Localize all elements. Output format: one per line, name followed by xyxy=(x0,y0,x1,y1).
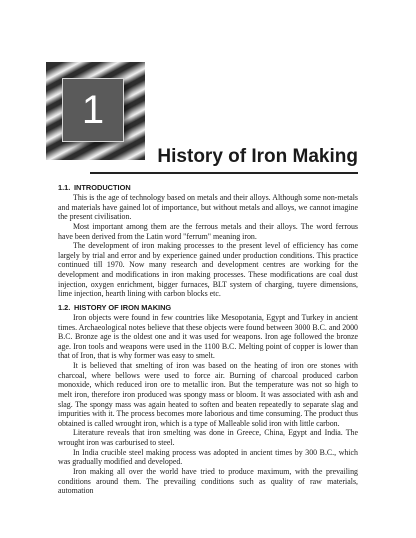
paragraph: It is believed that smelting of iron was based on the heating of iron ore stones with charcoal, where bellows were used to force air. Burning of charcoal produced carbon monoxide, which reduced iron ore to metallic iron. But the temperature was not so high to melt iron, therefore iron produced was spongy mass or bloom. It was associated with ash and slag. The spongy mass was again heated to soften and beaten repeatedly to separate slag and impurities with it. The process becomes more laborious and time consuming. The product thus obtained is called wrought iron, which is a type of Malleable solid iron with little carbon. xyxy=(58,361,358,428)
section-number: 1.2. xyxy=(58,302,71,312)
paragraph: Iron objects were found in few countries like Mesopotania, Egypt and Turkey in ancient times. Archaeological notes believe that these objects were found between 3000 B.C. and 2000 B.C. Bronze age is the oldest one and it was used for weapons. Iron age followed the bronze age. Iron tools and weapons were used in the 1100 B.C. Melting point of copper is lower than that of Iron, that is why former was easy to smelt. xyxy=(58,312,358,361)
chapter-number-box xyxy=(62,78,124,142)
section-title: INTRODUCTION xyxy=(74,183,131,192)
chapter-title: History of Iron Making xyxy=(157,146,358,167)
paragraph: In India crucible steel making process was adopted in ancient times by 300 B.C., which was gradually modified and developed. xyxy=(58,447,358,467)
paragraph: Most important among them are the ferrous metals and their alloys. The word ferrous have been derived from the Latin word "ferrum" meaning iron. xyxy=(58,221,358,241)
section-heading xyxy=(58,183,358,193)
paragraph: The development of iron making processes to the present level of efficiency has come largely by trial and error and by experience gained under production conditions. This practice continued till 1970. Now many research and development centres are working for the development and modifications in iron making processes. These modifications are coal dust injection, oxygen enrichment, bigger furnaces, BLT system of charging, tuyere dimensions, lime injection, hearth lining with carbon blocks etc. xyxy=(58,241,358,299)
section-heading xyxy=(58,303,358,313)
paragraph: Literature reveals that iron smelting was done in Greece, China, Egypt and India. The wrought iron was carburised to steel. xyxy=(58,428,358,447)
chapter-number: 1 xyxy=(81,88,105,132)
section-number: 1.1. xyxy=(58,183,71,192)
paragraph: Iron making all over the world have tried to produce maximum, with the prevailing conditions around them. The prevailing conditions such as quality of raw materials, automation xyxy=(58,466,358,496)
section-title: HISTORY OF IRON MAKING xyxy=(74,302,172,312)
paragraph: This is the age of technology based on metals and their alloys. Although some non-metals and materials have gained lot of importance, but without metals and alloys, we cannot imagine the present civilisation. xyxy=(58,193,358,222)
chapter-body xyxy=(58,183,358,496)
title-divider xyxy=(90,172,358,174)
